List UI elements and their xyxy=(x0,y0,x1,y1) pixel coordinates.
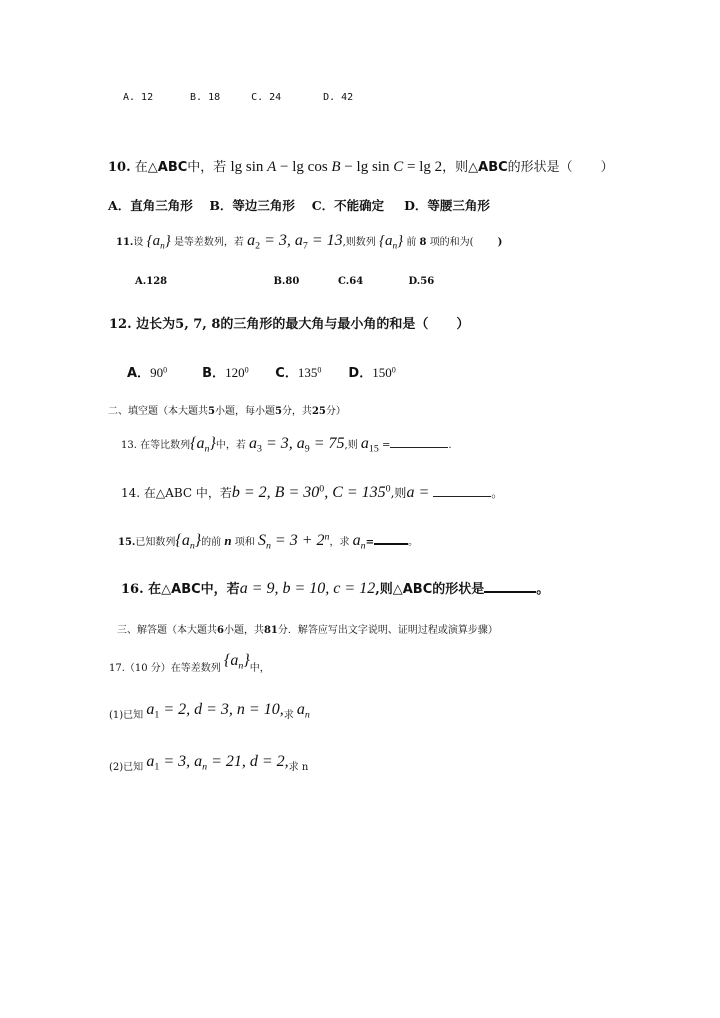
q15-formula: $S_n = 3 + 2^n$ xyxy=(257,531,330,552)
q13-sequence: $\{a_n\}$ xyxy=(190,435,216,455)
q13-target: $a_{15}$ xyxy=(360,435,379,455)
q16-abc: ABC xyxy=(171,582,201,597)
question-13: 13. 在等比数列$\{a_n\}$中，若 $a_3 = 3$, $a_9 = 75$,则 $a_{15}$ = . xyxy=(121,435,452,455)
section-3-text: 小题，共 xyxy=(223,625,264,636)
q12-option-value: 120 xyxy=(225,365,245,380)
q9-option-d: D. 42 xyxy=(323,92,354,103)
question-11 xyxy=(116,232,502,250)
q11-option-d: D.56 xyxy=(408,276,435,287)
q11-sequence: $\{a_n\}$ xyxy=(146,233,171,252)
q10-text: ，则△ xyxy=(442,160,479,175)
q10-option-c: C．不能确定 xyxy=(311,198,385,213)
q12-text: 边长为5, 7, 8的三角形的最大角与最小角的和是（ xyxy=(136,317,429,332)
q12-option-degree: 0 xyxy=(244,365,249,375)
q14-condition: b = 2, $B = 30^0$, $C = 135^0$ xyxy=(231,483,391,501)
q14-text: 在△ABC 中，若 xyxy=(143,486,232,500)
q12-option-d xyxy=(348,362,395,381)
q10-text: 在△ xyxy=(134,160,158,175)
q16-end: 。 xyxy=(536,582,550,597)
q15-target: $a_n$ xyxy=(352,532,366,552)
q9-options xyxy=(123,92,353,103)
q14-text: ,则 xyxy=(390,486,407,500)
q17-part-2-label: (2)已知 xyxy=(109,762,144,773)
section-3-text: 分．解答应写出文字说明、证明过程或演算步骤） xyxy=(277,625,498,636)
q11-text: ,则数列 xyxy=(342,237,376,248)
q15-end: 。 xyxy=(408,537,418,548)
q12-option-b xyxy=(202,362,271,381)
q17-part-2 xyxy=(109,753,309,775)
q17-part-2-condition: $a_1 = 3$, $a_n = 21$, d = 2, xyxy=(146,753,289,773)
q13-end: . xyxy=(448,440,452,451)
question-16 xyxy=(121,578,549,598)
q10-number: 10. xyxy=(108,160,131,175)
q16-answer-blank[interactable] xyxy=(484,590,536,593)
q11-text: 前 xyxy=(406,237,417,248)
q12-option-degree: 0 xyxy=(317,365,322,375)
q11-count: 8 xyxy=(419,237,427,248)
q10-option-b: B．等边三角形 xyxy=(209,198,295,213)
q11-option-a: A.128 xyxy=(135,276,168,287)
q13-text: 在等比数列 xyxy=(140,440,191,451)
section-3-heading xyxy=(117,621,498,636)
q12-option-label: B． xyxy=(202,366,226,381)
q10-formula: lg sin A − lg cos B − lg sin C = lg 2 xyxy=(230,159,443,175)
q10-option-a: A．直角三角形 xyxy=(108,198,193,213)
section-2-total: 25 xyxy=(311,406,326,417)
q14-number: 14. xyxy=(121,486,141,500)
q11-option-c: C.64 xyxy=(337,276,364,287)
q12-option-value: 135 xyxy=(297,365,318,380)
section-2-text: 分，共 xyxy=(281,406,312,417)
question-10 xyxy=(108,156,614,176)
q16-text: 在△ xyxy=(148,582,172,597)
q10-abc: ABC xyxy=(157,160,188,175)
q13-condition: $a_3 = 3$, $a_9 = 75$ xyxy=(249,435,345,455)
section-2-count: 5 xyxy=(208,406,215,417)
q12-number: 12. xyxy=(109,317,132,332)
q15-text: ，求 xyxy=(329,537,350,548)
q17-text: 中， xyxy=(249,663,270,674)
q15-n: n xyxy=(224,533,232,548)
q11-number: 11. xyxy=(116,237,134,248)
q11-option-b: B.80 xyxy=(273,276,300,287)
q13-answer-blank[interactable] xyxy=(390,446,448,448)
q11-close: ) xyxy=(497,237,503,248)
q12-option-value: 90 xyxy=(150,365,164,380)
q12-options xyxy=(127,362,396,381)
section-3-count: 6 xyxy=(217,625,224,636)
q17-number: 17. xyxy=(109,663,125,674)
q11-text: 设 xyxy=(133,237,144,248)
q9-option-c: C. 24 xyxy=(251,92,282,103)
q12-option-value: 150 xyxy=(372,365,392,380)
q16-condition: a = 9, b = 10, c = 12 xyxy=(239,580,376,597)
q15-answer-blank[interactable] xyxy=(374,542,408,545)
q11-sequence: $\{a_n\}$ xyxy=(379,233,404,252)
section-2-text: 分） xyxy=(325,406,346,417)
q16-text: ,则△ xyxy=(375,582,403,597)
q11-condition: $a_2 = 3$, $a_7 = 13$ xyxy=(247,232,343,252)
q16-text: 的形状是 xyxy=(432,582,485,597)
section-2-heading xyxy=(108,402,346,417)
q12-option-label: A． xyxy=(127,366,151,381)
q12-option-degree: 0 xyxy=(391,365,396,375)
section-2-text: 小题，每小题 xyxy=(214,406,275,417)
section-3-text: 三、解答题（本大题共 xyxy=(117,625,217,636)
q11-text: 项的和为( xyxy=(429,237,474,248)
q17-part-1-ask: 求 xyxy=(283,710,294,721)
q17-sequence: $\{a_n\}$ xyxy=(224,652,250,672)
section-2-points: 5 xyxy=(274,406,282,417)
question-17 xyxy=(109,652,270,676)
q13-number: 13. xyxy=(121,440,137,451)
q16-number: 16. xyxy=(121,582,144,597)
q12-option-a xyxy=(127,362,198,381)
q11-text: 是等差数列，若 xyxy=(173,237,244,248)
q10-text: 的形状是（ xyxy=(507,160,573,175)
q15-sequence: $\{a_n\}$ xyxy=(175,532,202,552)
q9-option-a: A. 12 xyxy=(123,92,154,103)
q17-part-2-ask: 求 n xyxy=(288,762,309,773)
q17-part-1-label: (1)已知 xyxy=(109,710,144,721)
q13-text: 中，若 xyxy=(215,440,246,451)
question-14 xyxy=(121,484,503,502)
q17-text: （10 分）在等差数列 xyxy=(124,663,221,674)
q12-option-label: D． xyxy=(348,366,373,381)
q17-part-1-condition: $a_1 = 2$, d = 3, n = 10, xyxy=(146,701,284,721)
q12-close: ） xyxy=(456,317,470,332)
q10-options xyxy=(108,196,490,214)
q10-abc: ABC xyxy=(478,160,508,175)
question-15: 15.已知数列$\{a_n\}$的前 n 项和 $S_n = 3 + 2^n$，求 $a_n=$ 。 xyxy=(118,531,418,552)
q12-option-label: C． xyxy=(275,366,298,381)
q14-end: 。 xyxy=(491,486,504,500)
q14-answer-blank[interactable] xyxy=(433,495,491,497)
q10-text: 中，若 xyxy=(187,160,227,175)
q12-option-c xyxy=(275,362,344,381)
q12-option-degree: 0 xyxy=(163,365,168,375)
q14-target: a = xyxy=(406,484,434,501)
q10-option-d: D．等腰三角形 xyxy=(404,198,490,213)
q11-options xyxy=(135,276,434,287)
q15-number: 15. xyxy=(118,537,136,548)
q16-abc: ABC xyxy=(402,582,433,597)
section-2-text: 二、填空题（本大题共 xyxy=(108,406,208,417)
q13-text: ,则 xyxy=(344,440,358,451)
q15-text: 项和 xyxy=(234,537,255,548)
q17-part-1-target: $a_n$ xyxy=(296,701,310,721)
q9-option-b: B. 18 xyxy=(190,92,221,103)
q10-close: ） xyxy=(600,160,614,175)
q15-text: 已知数列 xyxy=(135,537,176,548)
q15-text: 的前 xyxy=(201,537,222,548)
q17-part-1 xyxy=(109,701,310,723)
section-3-total: 81 xyxy=(263,625,278,636)
question-12 xyxy=(109,313,469,332)
q16-text: 中，若 xyxy=(200,582,240,597)
